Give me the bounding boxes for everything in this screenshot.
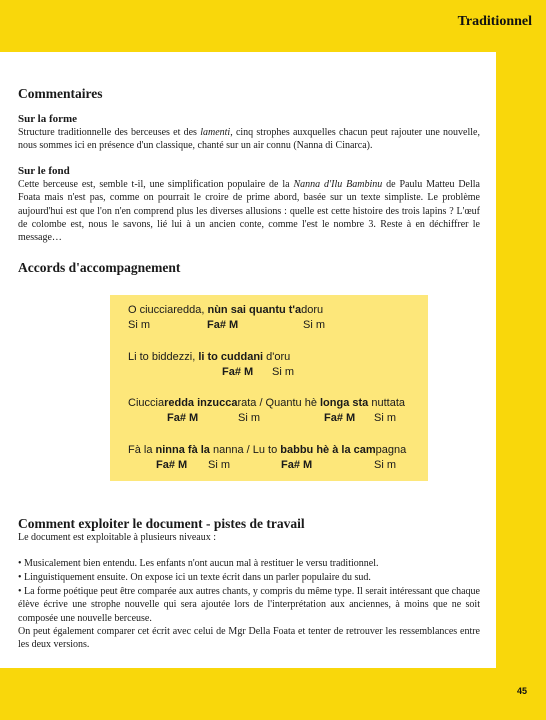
- chord-label: Si m: [272, 366, 294, 378]
- page-header: Traditionnel: [457, 14, 532, 29]
- paragraph-forme: Structure traditionnelle des berceuses et des lamenti, cinq strophes auxquelles chacun peut rajouter une nouvelle, nous sommes ici en présence d'un classique, chanté sur un air connu (Nanna di Cinarca).: [18, 127, 480, 152]
- page-number: 45: [516, 686, 527, 696]
- section-title-commentaires: Commentaires: [18, 86, 103, 101]
- subsection-title-forme: Sur la forme: [18, 113, 78, 125]
- chord-label: Fa# M: [324, 412, 356, 424]
- chord-label: Si m: [303, 319, 325, 331]
- chord-chart-box: [110, 295, 428, 481]
- paragraph-intro: Le document est exploitable à plusieurs niveaux :: [18, 532, 216, 543]
- chord-label: Si m: [238, 412, 260, 424]
- chord-label: Si m: [374, 412, 396, 424]
- subsection-title-fond: Sur le fond: [18, 165, 70, 177]
- chord-label: Si m: [208, 459, 230, 471]
- chord-label: Si m: [128, 319, 150, 331]
- bullet-item: • La forme poétique peut être comparée aux autres chants, y compris du même type. Il serait intéressant que chaque élève écrive une strophe nouvelle qui sera ajoutée lors de l'interprétation aux anciennes, à moins que ne soit composée une nouvelle berceuse.: [18, 586, 480, 624]
- paragraph-closing: On peut également comparer cet écrit avec celui de Mgr Della Foata et tenter de retrouver les ressemblances entre les deux versions.: [18, 626, 480, 651]
- chord-label: Fa# M: [207, 319, 239, 331]
- lyric-line: Fà la ninna fà la nanna / Lu to babbu hè à la campagna: [128, 444, 407, 456]
- chord-label: Fa# M: [156, 459, 188, 471]
- paragraph-fond: Cette berceuse est, semble t-il, une simplification populaire de la Nanna d'Ilu Bambinu de Paulu Matteu Della Foata mais n'est pas, comme on pourrait le croire de prime abord, basée sur un texte simpliste. Le problème aujourd'hui est que l'on n'en comprend plus les diverses allusions : quelle est cette histoire des trois lapins ? L'œuf de colombe est, nous le savons, lié lui à un ancien conte, comme l'est le nombre 3. Reste à en déchiffrer le message…: [18, 179, 480, 244]
- chord-label: Fa# M: [167, 412, 199, 424]
- chord-label: Fa# M: [222, 366, 254, 378]
- lyric-line: O ciucciaredda, nùn sai quantu t'adoru: [128, 304, 324, 316]
- lyric-line: Ciucciaredda inzuccarata / Quantu hè longa sta nuttata: [128, 397, 405, 409]
- chord-label: Fa# M: [281, 459, 313, 471]
- chord-label: Si m: [374, 459, 396, 471]
- bullet-item: • Linguistiquement ensuite. On expose ici un texte écrit dans un parler populaire du sud.: [18, 572, 371, 583]
- section-title-exploiter: Comment exploiter le document - pistes de travail: [18, 516, 305, 531]
- section-title-accords: Accords d'accompagnement: [18, 260, 181, 275]
- bullet-item: • Musicalement bien entendu. Les enfants n'ont aucun mal à restituer le versu traditionnel.: [18, 558, 379, 569]
- lyric-line: Li to biddezzi, li to cuddani d'oru: [128, 351, 291, 363]
